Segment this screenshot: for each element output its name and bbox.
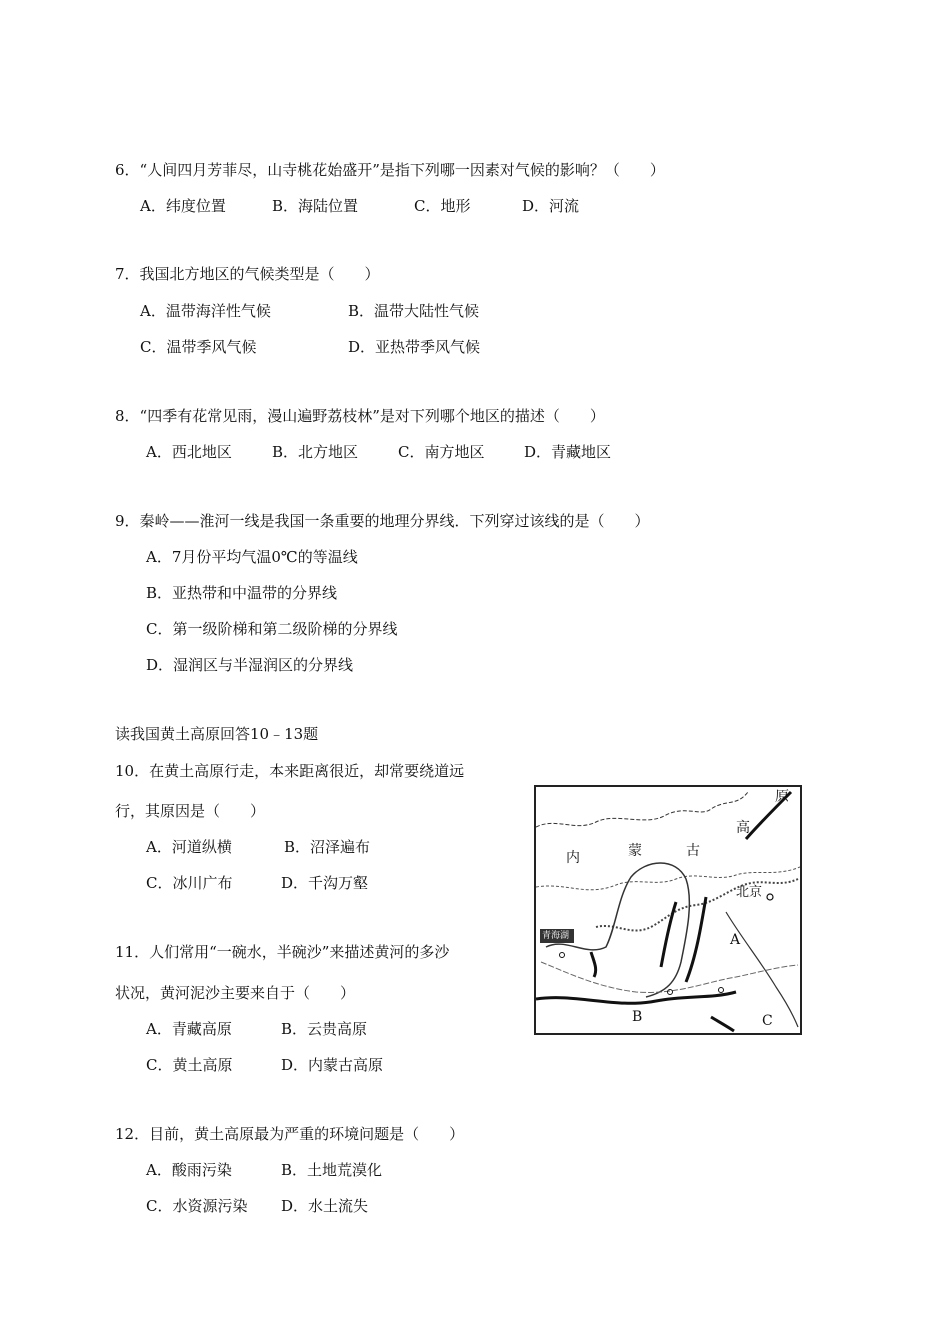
map-label-meng: 蒙	[628, 843, 642, 859]
question-6-option-d: D．河流	[522, 197, 580, 215]
question-12-option-a: A．酸雨污染	[146, 1161, 232, 1179]
question-10-stem-line2: 行，其原因是（ ）	[115, 802, 266, 820]
question-8-option-b: B．北方地区	[272, 443, 359, 461]
taihang-edge	[726, 912, 798, 1027]
question-9-stem: 9．秦岭——淮河一线是我国一条重要的地理分界线．下列穿过该线的是（ ）	[115, 512, 650, 530]
map-label-nei: 内	[566, 850, 580, 866]
map-drawing	[536, 787, 800, 1033]
question-7-option-d: D．亚热带季风气候	[348, 338, 481, 356]
question-10-option-d: D．千沟万壑	[281, 874, 369, 892]
question-8-option-d: D．青藏地区	[524, 443, 612, 461]
question-9-option-d: D．湿润区与半湿润区的分界线	[146, 656, 354, 674]
question-7-option-c: C．温带季风气候	[140, 338, 257, 356]
map-label-a: A	[730, 932, 741, 948]
question-8-option-a: A．西北地区	[146, 443, 232, 461]
plateau-boundary-south	[536, 992, 736, 1003]
question-9-option-c: C．第一级阶梯和第二级阶梯的分界线	[146, 620, 398, 638]
question-8-option-c: C．南方地区	[398, 443, 485, 461]
city-dot	[719, 988, 724, 993]
map-label-c: C	[762, 1013, 773, 1029]
question-11-stem-line1: 11．人们常用“一碗水，半碗沙”来描述黄河的多沙	[115, 943, 450, 961]
question-6-stem: 6．“人间四月芳菲尽，山寺桃花始盛开”是指下列哪一因素对气候的影响？（ ）	[115, 161, 665, 179]
question-7-option-a: A．温带海洋性气候	[140, 302, 271, 320]
question-6-option-b: B．海陆位置	[272, 197, 359, 215]
section-intro: 读我国黄土高原回答10﹣13题	[115, 725, 319, 743]
railway-line	[541, 962, 798, 992]
map-label-gao: 高	[736, 820, 750, 836]
question-10-option-a: A．河道纵横	[146, 838, 232, 856]
city-dot	[560, 953, 565, 958]
question-12-stem: 12．目前，黄土高原最为严重的环境问题是（ ）	[115, 1125, 465, 1143]
question-7-option-b: B．温带大陆性气候	[348, 302, 480, 320]
plateau-boundary-mid	[661, 902, 676, 967]
plateau-boundary-west	[591, 952, 596, 977]
question-11-option-d: D．内蒙古高原	[281, 1056, 384, 1074]
question-6-option-a: A．纬度位置	[140, 197, 226, 215]
city-dot	[668, 990, 673, 995]
southeast-edge	[711, 1017, 734, 1031]
map-label-beijing: 北京	[736, 885, 763, 900]
question-11-stem-line2: 状况，黄河泥沙主要来自于（ ）	[115, 984, 356, 1002]
map-label-yuan: 原	[775, 789, 789, 805]
question-8-stem: 8．“四季有花常见雨，漫山遍野荔枝林”是对下列哪个地区的描述（ ）	[115, 407, 605, 425]
national-border	[536, 792, 748, 827]
question-11-option-b: B．云贵高原	[281, 1020, 368, 1038]
question-7-stem: 7．我国北方地区的气候类型是（ ）	[115, 265, 380, 283]
map-label-b: B	[632, 1009, 643, 1025]
question-10-option-c: C．冰川广布	[146, 874, 233, 892]
question-12-option-c: C．水资源污染	[146, 1197, 248, 1215]
question-11-option-a: A．青藏高原	[146, 1020, 232, 1038]
question-6-option-c: C．地形	[414, 197, 471, 215]
question-10-stem-line1: 10．在黄土高原行走，本来距离很近，却常要绕道远	[115, 762, 465, 780]
question-12-option-b: B．土地荒漠化	[281, 1161, 383, 1179]
question-9-option-a: A．7月份平均气温0℃的等温线	[146, 548, 358, 566]
map-label-qinghai-lake: 青海湖	[542, 931, 570, 941]
beijing-dot	[767, 894, 773, 900]
question-9-option-b: B．亚热带和中温带的分界线	[146, 584, 338, 602]
question-12-option-d: D．水土流失	[281, 1197, 369, 1215]
loess-plateau-map	[534, 785, 802, 1035]
question-11-option-c: C．黄土高原	[146, 1056, 233, 1074]
question-10-option-b: B．沼泽遍布	[284, 838, 371, 856]
map-label-gu: 古	[686, 843, 700, 859]
